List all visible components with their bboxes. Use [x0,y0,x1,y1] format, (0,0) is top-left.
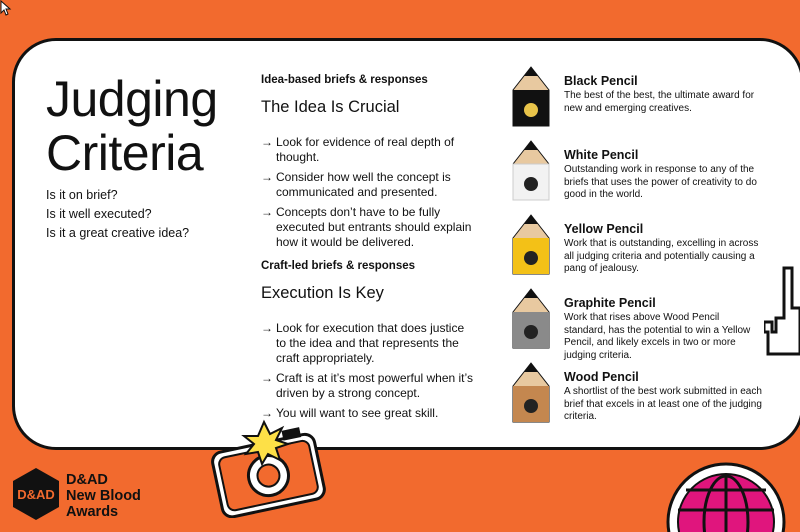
award-description: Work that is outstanding, excelling in across all judging criteria and potentially causing a pang of jealousy. [564,238,759,274]
ideas-heading: Idea-based briefs & responses [261,74,428,86]
award-black-pencil [512,66,762,140]
brand-line: Awards [66,504,119,520]
globe-sticker-icon [666,460,786,532]
award-description: The best of the best, the ultimate award for new and emerging creatives. [564,90,755,114]
award-text [564,296,762,362]
ideas-bullets [261,135,476,250]
graphite-pencil-icon [512,288,550,350]
award-name: Graphite Pencil [564,296,656,310]
award-name: White Pencil [564,148,639,162]
ideas-section [261,74,476,250]
bullet-item: → Consider how well the concept is communicated and presented. [261,170,476,200]
award-text [564,370,762,424]
dandad-logo-icon [8,466,64,522]
bullet-item: → Craft is at it’s most powerful when it’s driven by a strong concept. [261,371,476,401]
bullet-item: → Look for evidence of real depth of thought. [261,135,476,165]
ideas-title: The Idea Is Crucial [261,98,400,116]
bullet-item: → You will want to see great skill. [261,406,476,421]
award-description: A shortlist of the best work submitted in each brief that excels in at least one of the judging criteria. [564,386,762,422]
criteria-questions [46,186,189,243]
pencil-mark [524,325,538,339]
camera-sticker-icon [206,418,336,518]
brand-name [66,472,141,520]
award-text [564,148,762,202]
awards-column [512,66,762,436]
pencil-mark [524,103,538,117]
award-name: Wood Pencil [564,370,639,384]
briefs-column [261,74,476,426]
award-name: Yellow Pencil [564,222,644,236]
mouse-cursor-icon [0,0,12,16]
award-description: Work that rises above Wood Pencil standard, has the potential to win a Yellow Pencil, and likely excels in two or more judging criteria. [564,312,751,361]
award-description: Outstanding work in response to any of the briefs that uses the power of creativity to do good in the world. [564,164,757,200]
crafts-section [261,260,476,421]
pencil-mark [524,251,538,265]
title-line-2: Criteria [46,125,204,181]
question-item: Is it on brief? [46,188,118,202]
pixel-hand-cursor-icon [764,266,800,356]
bullet-item: → Concepts don’t have to be fully executed but entrants should explain how it would be delivered. [261,205,476,250]
award-white-pencil [512,140,762,214]
crafts-title: Execution Is Key [261,284,384,302]
bullet-item: → Look for execution that does justice to the idea and that represents the craft appropriately. [261,321,476,366]
brand-line: D&AD [66,472,108,488]
white-pencil-icon [512,140,550,202]
question-item: Is it well executed? [46,207,152,221]
brand-line: New Blood [66,488,141,504]
award-yellow-pencil [512,214,762,288]
crafts-heading: Craft-led briefs & responses [261,260,416,272]
yellow-pencil-icon [512,214,550,276]
page-title [46,72,218,180]
title-line-1: Judging [46,71,218,127]
award-text [564,222,762,276]
black-pencil-icon [512,66,550,128]
crafts-bullets [261,321,476,421]
pencil-mark [524,399,538,413]
wood-pencil-icon [512,362,550,424]
pencil-mark [524,177,538,191]
logo-text: D&AD [17,487,55,502]
award-text [564,74,762,115]
award-name: Black Pencil [564,74,638,88]
question-item: Is it a great creative idea? [46,226,190,240]
award-wood-pencil [512,362,762,436]
award-graphite-pencil [512,288,762,362]
